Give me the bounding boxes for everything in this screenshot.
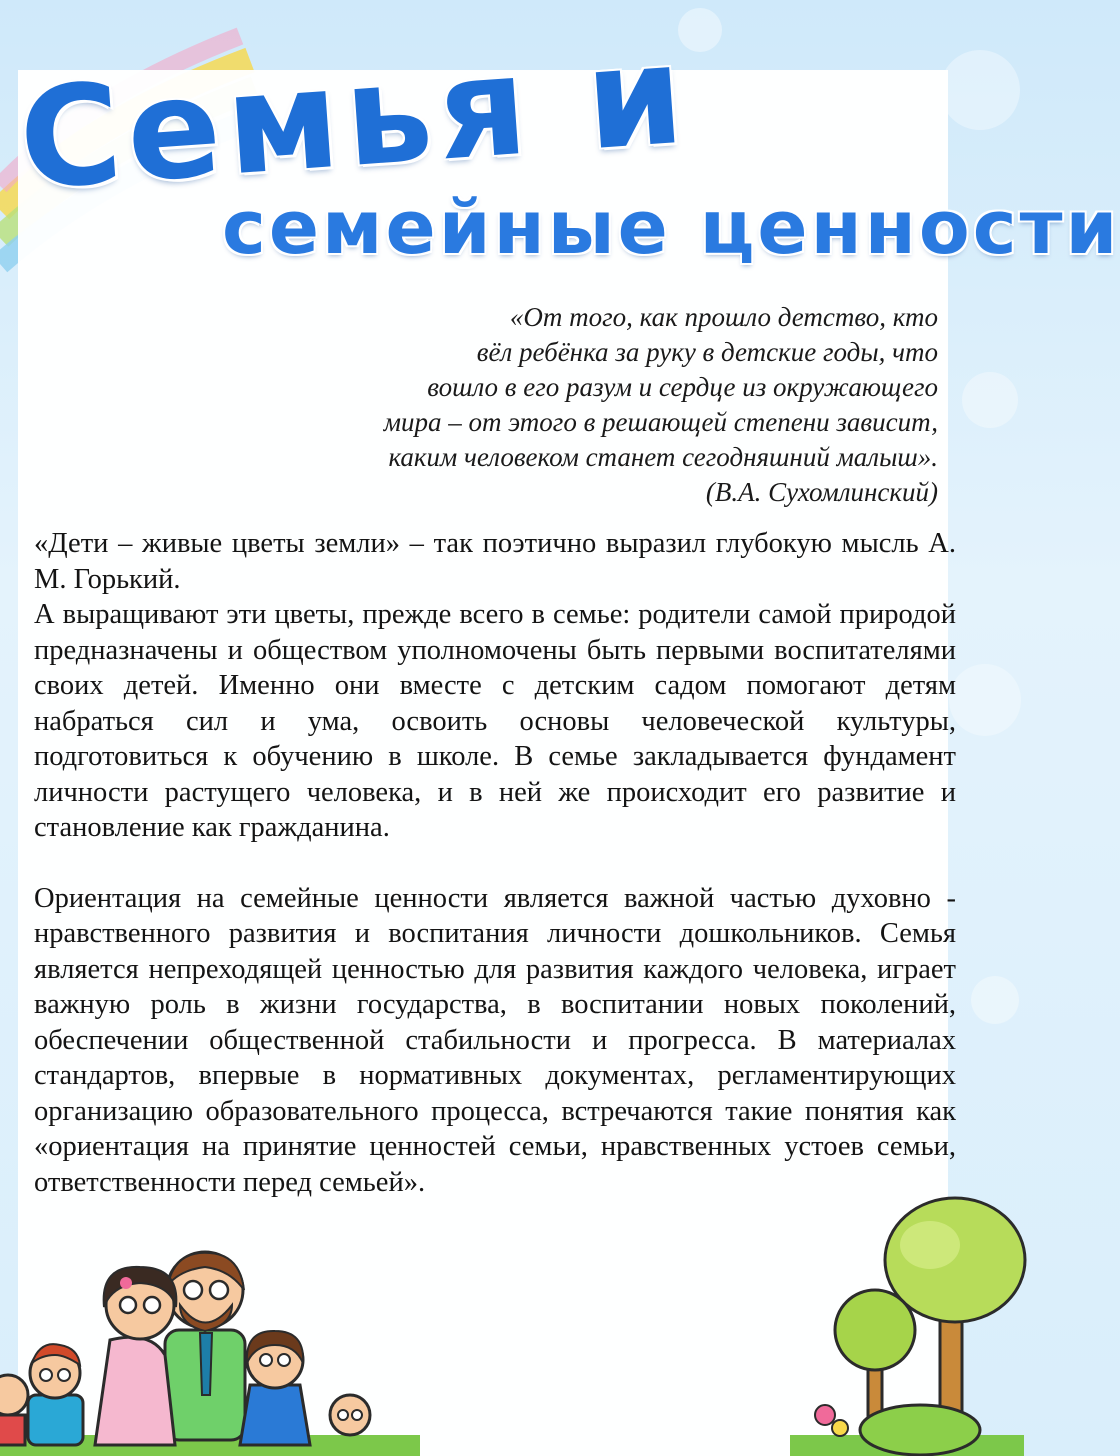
title-line-2: семейные ценности (222, 185, 1120, 271)
title-line-1: Семья и (14, 13, 695, 221)
epigraph-line: каким человеком станет сегодняшний малыш». (388, 442, 938, 472)
paragraph-2: А выращивают эти цветы, прежде всего в семье: родители самой природой предназначены и обществом уполномочены быть первыми воспитателями своих детей. Именно они вместе с детским садом помогают детям набраться сил и ума, освоить основы человеческой культуры, подготовиться к обучению в школе. В семье закладывается фундамент личности растущего человека, и в ней же происходит его развитие и становление как гражданина. (34, 599, 956, 843)
epigraph-line: вёл ребёнка за руку в детские годы, что (476, 337, 938, 367)
epigraph-line: вошло в его разум и сердце из окружающего (427, 372, 938, 402)
paragraph-3: Ориентация на семейные ценности является важной частью духовно - нравственного развития и воспитания личности дошкольников. Семья является непреходящей ценностью для развития каждого человека, играет важную роль в жизни государства, в воспитании новых поколений, обеспечении общественной стабильности и прогресса. В материалах стандартов, впервые в нормативных документах, регламентирующих организацию образовательного процесса, встречаются такие понятия как «ориентация на принятие ценностей семьи, нравственных устоев семьи, ответственности перед семьей». (34, 882, 956, 1198)
epigraph-line: «От того, как прошло детство, кто (509, 302, 938, 332)
page-title (0, 0, 1120, 290)
epigraph-line: мира – от этого в решающей степени зависит, (383, 407, 938, 437)
article-body (34, 526, 956, 1200)
epigraph-author: (В.А. Сухомлинский) (705, 477, 938, 507)
paragraph-1: «Дети – живые цветы земли» – так поэтично выразил глубокую мысль А. М. Горький. (34, 528, 956, 595)
epigraph-quote (298, 300, 938, 510)
